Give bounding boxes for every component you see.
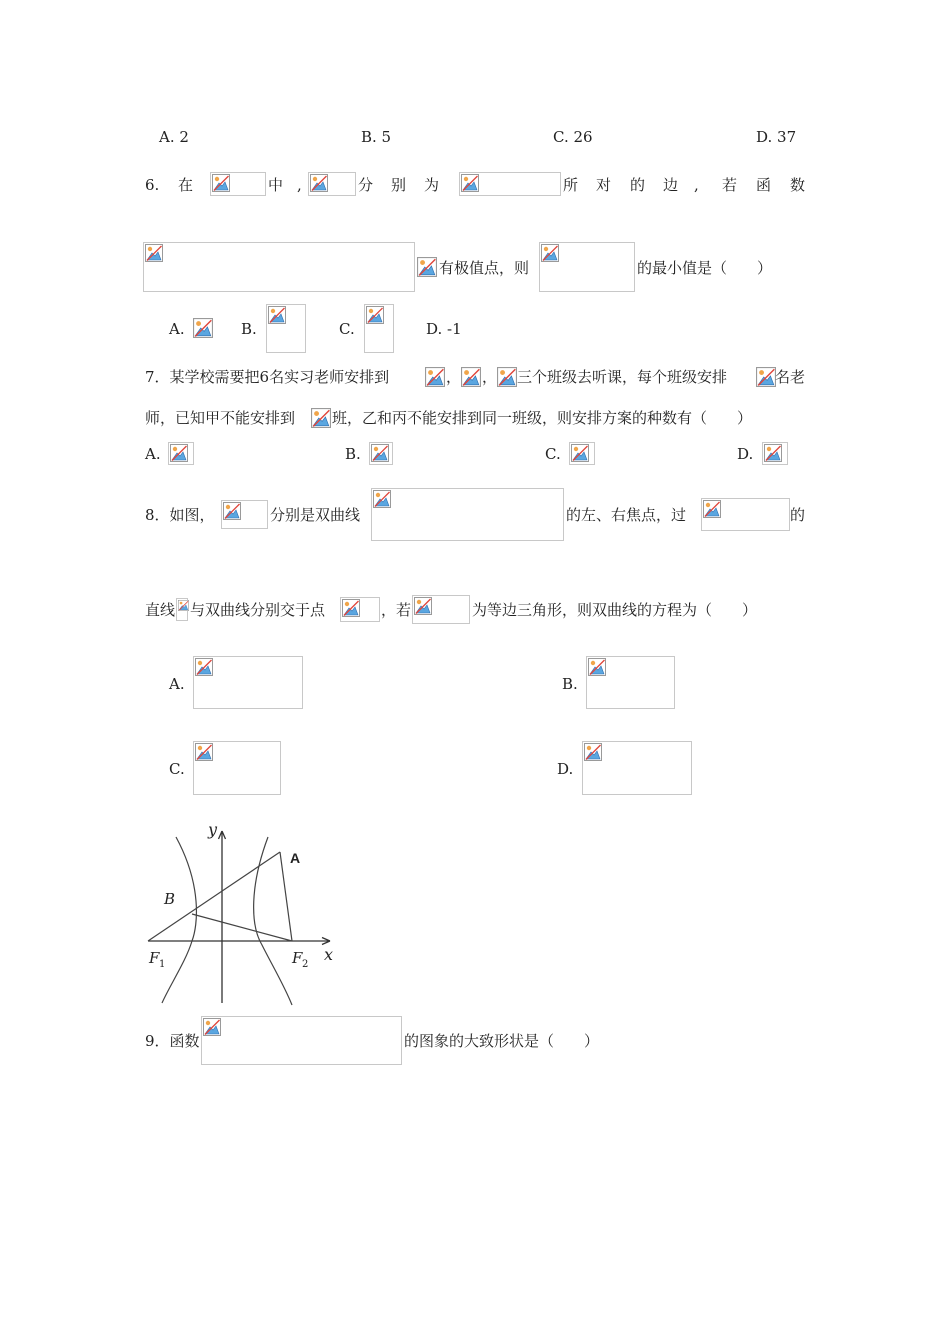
broken-image-icon (414, 597, 432, 615)
q9-text: 9．函数 (145, 1032, 200, 1050)
q6-text: 数 (790, 176, 806, 194)
q6-text: 有极值点，则 (439, 259, 530, 277)
line-b-f2 (192, 914, 292, 941)
q8-text: 的左、右焦点，过 (566, 506, 687, 524)
point-a-label: A (290, 850, 301, 866)
q6-text: 在 (178, 176, 194, 194)
formula-image (412, 595, 470, 624)
broken-image-icon (461, 174, 479, 192)
broken-image-icon (170, 444, 188, 462)
formula-image (364, 304, 394, 353)
q7-option-a: A. (145, 445, 161, 463)
broken-image-icon (571, 444, 589, 462)
f1-label: F (149, 949, 160, 967)
formula-image (459, 172, 561, 196)
formula-image (762, 442, 788, 465)
q6-text: 的 (630, 176, 646, 194)
broken-image-icon (588, 658, 606, 676)
q8-text: 的 (790, 506, 806, 524)
right-branch (254, 837, 292, 1005)
formula-image (168, 442, 194, 465)
broken-image-icon (310, 174, 328, 192)
broken-image-icon (417, 257, 437, 277)
q6-text: 对 (596, 176, 612, 194)
formula-image (221, 500, 268, 529)
broken-image-icon (223, 502, 241, 520)
broken-image-icon (541, 244, 559, 262)
formula-image (193, 656, 303, 709)
q6-text: 所 (563, 176, 579, 194)
broken-image-icon (373, 490, 391, 508)
broken-image-icon (311, 408, 331, 428)
q7-text: 名老 (775, 368, 806, 386)
formula-image (371, 488, 564, 541)
q8-text: 直线 (145, 601, 176, 619)
q6-text: 的最小值是（ ） (637, 259, 773, 277)
q7-option-d: D. (737, 445, 754, 463)
q6-text: 若 (722, 176, 738, 194)
q8-text: 为等边三角形，则双曲线的方程为（ ） (472, 601, 758, 619)
q6-option-a: A. (169, 320, 185, 338)
q8-option-c: C. (169, 760, 185, 778)
broken-image-icon (203, 1018, 221, 1036)
broken-image-icon (371, 444, 389, 462)
hyperbola-figure (140, 815, 350, 1010)
formula-image (340, 597, 380, 622)
q6-option-d: D. -1 (426, 320, 462, 338)
y-axis-label: y (208, 820, 218, 839)
formula-image (539, 242, 635, 292)
q8-text: 分别是双曲线 (270, 506, 361, 524)
q6-option-c: C. (339, 320, 355, 338)
q7-option-b: B. (345, 445, 361, 463)
q7-option-c: C. (545, 445, 561, 463)
formula-image (143, 242, 415, 292)
formula-image (176, 598, 188, 621)
q5-option-b: B. 5 (361, 128, 392, 146)
q6-text: 为 (424, 176, 440, 194)
formula-image (582, 741, 692, 795)
q8-option-d: D. (557, 760, 574, 778)
broken-image-icon (212, 174, 230, 192)
q6-text: , (297, 176, 302, 194)
broken-image-icon (366, 306, 384, 324)
q6-text: 别 (391, 176, 407, 194)
broken-image-icon (178, 600, 189, 611)
q8-option-b: B. (562, 675, 578, 693)
broken-image-icon (195, 658, 213, 676)
q6-text: 函 (756, 176, 772, 194)
q6-text: , (694, 176, 699, 194)
formula-image (701, 498, 790, 531)
formula-image (193, 741, 281, 795)
broken-image-icon (145, 244, 163, 262)
formula-image (210, 172, 266, 196)
q7-text: 班，乙和丙不能安排到同一班级，则安排方案的种数有（ ） (332, 409, 753, 427)
broken-image-icon (756, 367, 776, 387)
formula-image (201, 1016, 402, 1065)
q7-text: 师，已知甲不能安排到 (145, 409, 296, 427)
broken-image-icon (764, 444, 782, 462)
broken-image-icon (703, 500, 721, 518)
broken-image-icon (461, 367, 481, 387)
q5-option-c: C. 26 (553, 128, 593, 146)
broken-image-icon (268, 306, 286, 324)
broken-image-icon (342, 599, 360, 617)
q5-option-d: D. 37 (756, 128, 797, 146)
f2-subscript: 2 (302, 959, 309, 970)
q8-text: 8．如图， (145, 506, 215, 524)
formula-image (266, 304, 306, 353)
q8-option-a: A. (169, 675, 185, 693)
point-b-label: B (164, 890, 176, 908)
q8-text: ，若 (381, 601, 412, 619)
formula-image (369, 442, 393, 465)
q6-text: 中 (268, 176, 284, 194)
broken-image-icon (497, 367, 517, 387)
broken-image-icon (584, 743, 602, 761)
broken-image-icon (193, 318, 213, 338)
f2-label: F (292, 949, 303, 967)
q6-text: 分 (358, 176, 374, 194)
q7-text: 7．某学校需要把6名实习老师安排到 (145, 368, 390, 386)
q7-text: ， (482, 368, 498, 386)
x-axis-label: x (324, 945, 334, 964)
q7-text: 三个班级去听课，每个班级安排 (517, 368, 728, 386)
formula-image (569, 442, 595, 465)
formula-image (586, 656, 675, 709)
f1-subscript: 1 (159, 959, 166, 970)
broken-image-icon (425, 367, 445, 387)
q5-option-a: A. 2 (159, 128, 189, 146)
q6-text: 边 (663, 176, 679, 194)
q9-text: 的图象的大致形状是（ ） (404, 1032, 600, 1050)
q6-number: 6. (145, 176, 160, 194)
formula-image (308, 172, 356, 196)
q6-option-b: B. (241, 320, 257, 338)
q7-text: ， (446, 368, 462, 386)
broken-image-icon (195, 743, 213, 761)
q8-text: 与双曲线分别交于点 (190, 601, 326, 619)
